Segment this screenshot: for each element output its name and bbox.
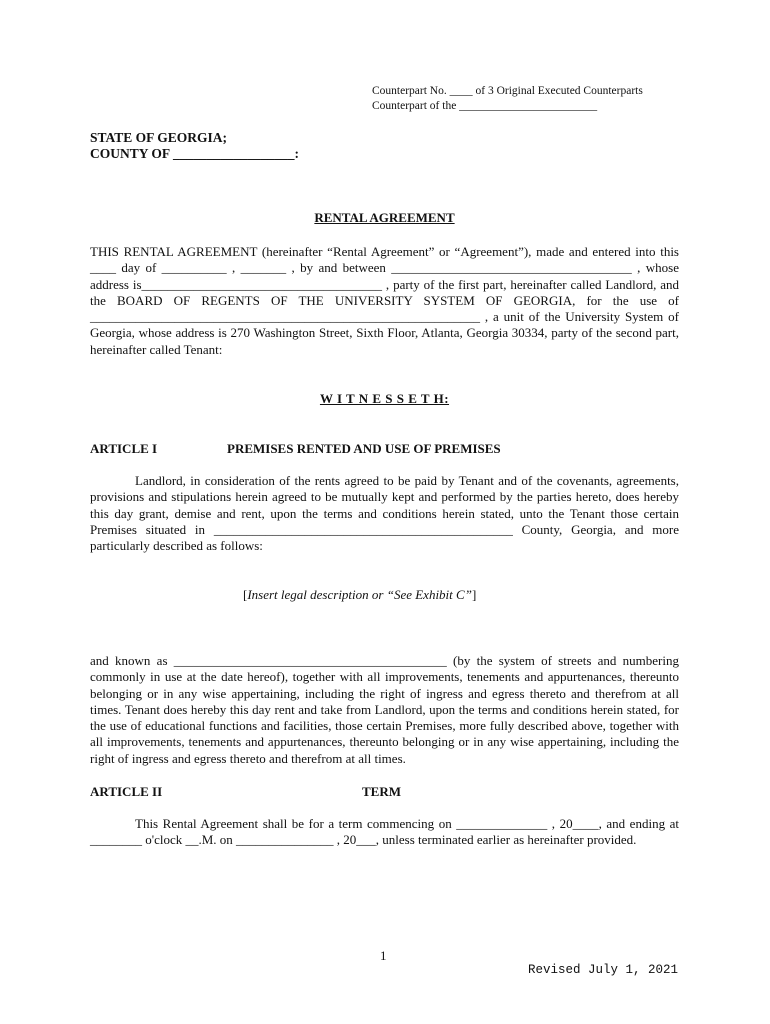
article-2-heading: TERM xyxy=(362,784,401,799)
article-1-para-1-text: Landlord, in consideration of the rents agreed to be paid by Tenant and of the covenants, agreements, provisions and stipulations herein agreed to be mutually kept and performed by the parties hereto, does hereby this day grant, demise and rent, upon the terms and conditions herein stated, unto the Tenant those certain Premises situated in ______________________________________________ County, Georgia, and more particularly described as follows: xyxy=(90,473,679,554)
article-2-para-text: This Rental Agreement shall be for a term commencing on ______________ , 20____, and ending at ________ o'clock __.M. on _______________ , 20___, unless terminated earlier as hereinafter provided. xyxy=(90,816,679,848)
witnesseth-heading: W I T N E S S E T H: xyxy=(319,391,450,406)
article-2-paragraph xyxy=(90,816,679,849)
insert-bracket-open: [ xyxy=(243,587,248,602)
article-1-paragraph-2 xyxy=(90,653,679,767)
counterpart-number-line: Counterpart No. ____ of 3 Original Executed Counterparts xyxy=(372,85,643,97)
intro-text: THIS RENTAL AGREEMENT (hereinafter “Rental Agreement” or “Agreement”), made and entered into this ____ day of __________ , _______ , by and between _____________________________________ , whose address is_____________________________________ , party of the first part, hereinafter called Landlord, and the BOARD OF REGENTS OF THE UNIVERSITY SYSTEM OF GEORGIA, for the use of ____________________________________________________________ , a unit of the University System of Georgia, whose address is 270 Washington Street, Sixth Floor, Atlanta, Georgia 30334, party of the second part, hereinafter called Tenant: xyxy=(90,244,679,357)
article-2-number: ARTICLE II xyxy=(90,784,163,799)
article-1-number: ARTICLE I xyxy=(90,441,158,456)
county-line: COUNTY OF __________________: xyxy=(90,146,299,161)
document-title: RENTAL AGREEMENT xyxy=(314,210,455,225)
revised-date: Revised July 1, 2021 xyxy=(528,963,679,977)
legal-description-placeholder xyxy=(243,587,476,603)
article-1-paragraph-1 xyxy=(90,473,679,554)
state-line: STATE OF GEORGIA; xyxy=(90,130,228,145)
intro-paragraph xyxy=(90,244,679,358)
article-1-heading: PREMISES RENTED AND USE OF PREMISES xyxy=(227,441,501,456)
page-number: 1 xyxy=(380,948,387,963)
counterpart-of-line: Counterpart of the ________________________ xyxy=(372,100,598,112)
insert-placeholder-text: Insert legal description or “See Exhibit C” xyxy=(247,587,472,602)
insert-bracket-close: ] xyxy=(471,587,477,602)
article-1-para-2-text: and known as __________________________________________ (by the system of streets and numbering commonly in use at the date hereof), together with all improvements, tenements and appurtenances, thereunto belonging or in any wise appertaining, including the right of ingress and egress thereto and therefrom at all times. Tenant does hereby this day rent and take from Landlord, upon the terms and conditions herein stated, for the use of educational functions and facilities, those certain Premises, more fully described above, together with all improvements, tenements and appurtenances, thereunto belonging or in any wise appertaining, including the right of ingress and egress thereto and therefrom at all times. xyxy=(90,653,679,766)
